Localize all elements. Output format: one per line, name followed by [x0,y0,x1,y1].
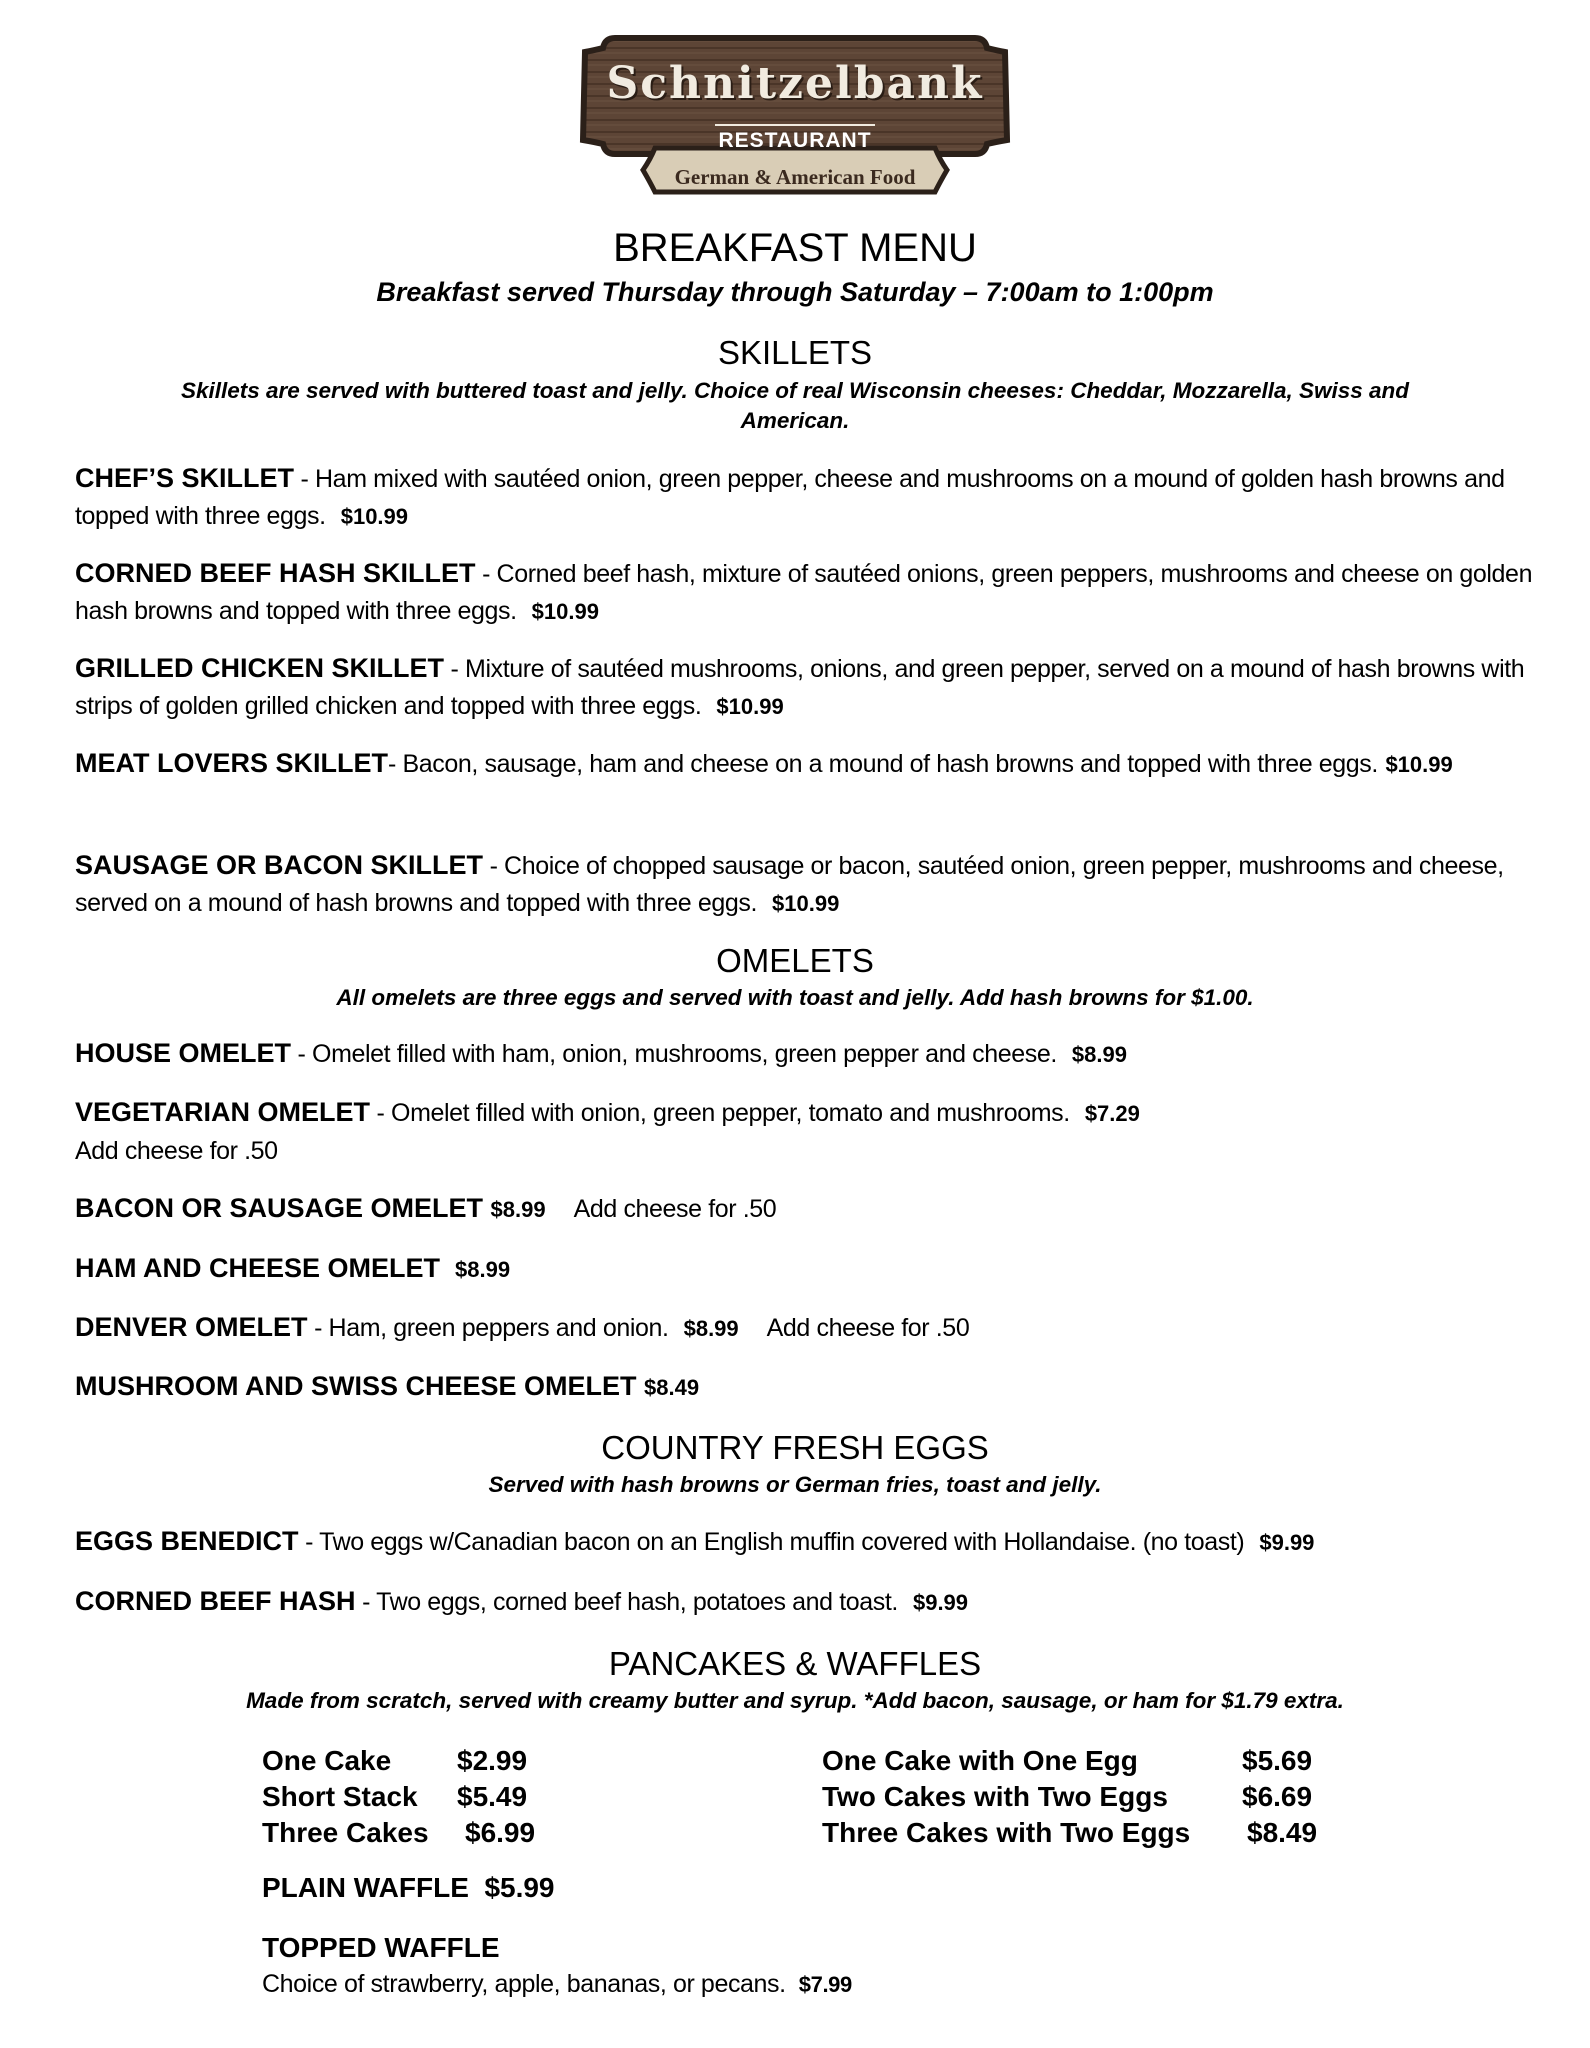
restaurant-logo [575,30,1015,198]
item-description: - Ham mixed with sautéed onion, green pepper, cheese and mushrooms on a mound of golden hash browns and topped with three eggs. [75,465,1505,530]
item-price: $5.49 [457,1781,528,1812]
section-note-skillets-line2: American. [740,408,850,433]
list-item [262,1743,535,1779]
menu-title: BREAKFAST MENU [613,226,977,270]
list-item [262,1779,535,1815]
menu-item-bacon-or-sausage-omelet [75,1190,1535,1228]
item-price: $6.99 [465,1817,536,1848]
section-heading-omelets: OMELETS [716,942,874,979]
item-name: VEGETARIAN OMELET [75,1097,371,1127]
item-price: $9.99 [912,1590,969,1615]
item-price: $10.99 [716,694,784,719]
item-price: $8.99 [455,1257,511,1282]
menu-item-chefs-skillet [75,460,1535,535]
item-price: $2.99 [457,1745,528,1776]
item-description: - Two eggs w/Canadian bacon on an English muffin covered with Hollandaise. (no toast) [298,1528,1245,1556]
item-name: One Cake [262,1745,392,1776]
list-item [822,1779,1317,1815]
item-name: Short Stack [262,1781,418,1812]
item-name: DENVER OMELET [75,1312,308,1342]
menu-item-plain-waffle [262,1870,555,1906]
item-description: - Mixture of sautéed mushrooms, onions, and green pepper, served on a mound of hash browns with strips of golden grilled chicken and topped with three eggs. [75,655,1525,720]
item-price: $5.69 [1242,1745,1313,1776]
menu-item-mushroom-swiss-omelet [75,1368,1535,1406]
list-item [822,1743,1317,1779]
item-name: HOUSE OMELET [75,1038,292,1068]
menu-item-grilled-chicken-skillet [75,650,1535,725]
item-price: $10.99 [1385,752,1453,777]
item-price: $7.29 [1084,1101,1140,1126]
logo-name-text: Schnitzelbank [606,58,984,109]
item-name: GRILLED CHICKEN SKILLET [75,653,444,683]
item-description-line [262,1966,852,2003]
pancake-right-list [822,1743,1317,1851]
menu-item-meat-lovers-skillet [75,745,1535,783]
item-name: Three Cakes [262,1817,429,1848]
item-name: HAM AND CHEESE OMELET [75,1253,441,1283]
item-description: - Corned beef hash, mixture of sautéed onions, green peppers, mushrooms and cheese on golden hash browns and topped with three eggs. [75,560,1533,625]
item-price: $8.99 [490,1197,546,1222]
item-name: MUSHROOM AND SWISS CHEESE OMELET [75,1371,637,1401]
item-description: - Bacon, sausage, ham and cheese on a mound of hash browns and topped with three eggs. [388,750,1378,778]
item-description: - Omelet filled with ham, onion, mushrooms, green pepper and cheese. [291,1040,1057,1068]
menu-item-denver-omelet [75,1309,1535,1347]
item-description: - Omelet filled with onion, green pepper, tomato and mushrooms. [370,1099,1070,1127]
item-price: $8.49 [1247,1817,1318,1848]
item-description: Choice of strawberry, apple, bananas, or pecans. [262,1970,786,1998]
menu-item-eggs-benedict [75,1523,1535,1561]
item-price: $9.99 [1259,1530,1315,1555]
item-price: $8.99 [683,1316,739,1341]
section-heading-eggs: COUNTRY FRESH EGGS [601,1429,989,1466]
item-name: One Cake with One Egg [822,1745,1138,1776]
item-name: Three Cakes with Two Eggs [822,1817,1191,1848]
item-description: - Choice of chopped sausage or bacon, sautéed onion, green pepper, mushrooms and cheese, served on a mound of hash browns and topped with three eggs. [75,852,1504,917]
item-price: $6.69 [1242,1781,1313,1812]
menu-item-corned-beef-hash-skillet [75,555,1535,630]
item-name: BACON OR SAUSAGE OMELET [75,1193,484,1223]
section-note-pancakes: Made from scratch, served with creamy butter and syrup. *Add bacon, sausage, or ham for $1.79 extra. [246,1688,1344,1713]
item-price: $5.99 [484,1872,555,1903]
menu-item-sausage-or-bacon-skillet [75,847,1535,922]
menu-item-topped-waffle [262,1930,852,2003]
item-name: CORNED BEEF HASH [75,1586,356,1616]
item-name: EGGS BENEDICT [75,1526,299,1556]
section-note-eggs: Served with hash browns or German fries, toast and jelly. [488,1472,1102,1497]
item-price: $10.99 [772,891,840,916]
menu-item-corned-beef-hash [75,1583,1535,1621]
item-extra: Add cheese for .50 [573,1195,777,1223]
menu-hours: Breakfast served Thursday through Saturday – 7:00am to 1:00pm [376,277,1214,307]
item-name: CHEF’S SKILLET [75,463,295,493]
section-note-omelets: All omelets are three eggs and served with toast and jelly. Add hash browns for $1.00. [336,985,1254,1010]
item-name: MEAT LOVERS SKILLET [75,748,389,778]
menu-item-vegetarian-omelet [75,1094,1535,1169]
item-description: - Ham, green peppers and onion. [307,1314,669,1342]
item-price: $10.99 [340,504,409,529]
menu-item-ham-and-cheese-omelet [75,1250,1535,1288]
item-price: $8.49 [644,1375,700,1400]
item-name: TOPPED WAFFLE [262,1932,500,1963]
section-note-skillets-line1: Skillets are served with buttered toast and jelly. Choice of real Wisconsin cheeses: Cheddar, Mozzarella, Swiss and [180,378,1410,403]
pancake-left-list [262,1743,535,1851]
item-name: CORNED BEEF HASH SKILLET [75,558,476,588]
item-price: $8.99 [1071,1042,1127,1067]
item-extra: Add cheese for .50 [766,1314,970,1342]
section-heading-pancakes: PANCAKES & WAFFLES [608,1645,982,1682]
item-description: - Two eggs, corned beef hash, potatoes and toast. [355,1588,898,1616]
item-name: PLAIN WAFFLE [262,1872,469,1903]
list-item [262,1815,535,1851]
item-name: Two Cakes with Two Eggs [822,1781,1168,1812]
item-extra: Add cheese for .50 [75,1137,278,1165]
menu-item-house-omelet [75,1035,1535,1073]
item-name: SAUSAGE OR BACON SKILLET [75,850,484,880]
section-heading-skillets: SKILLETS [717,334,873,371]
logo-restaurant-text: RESTAURANT [718,129,872,152]
item-price: $7.99 [798,1972,852,1997]
logo-tagline-text: German & American Food [674,165,916,189]
item-price: $10.99 [531,599,599,624]
list-item [822,1815,1317,1851]
